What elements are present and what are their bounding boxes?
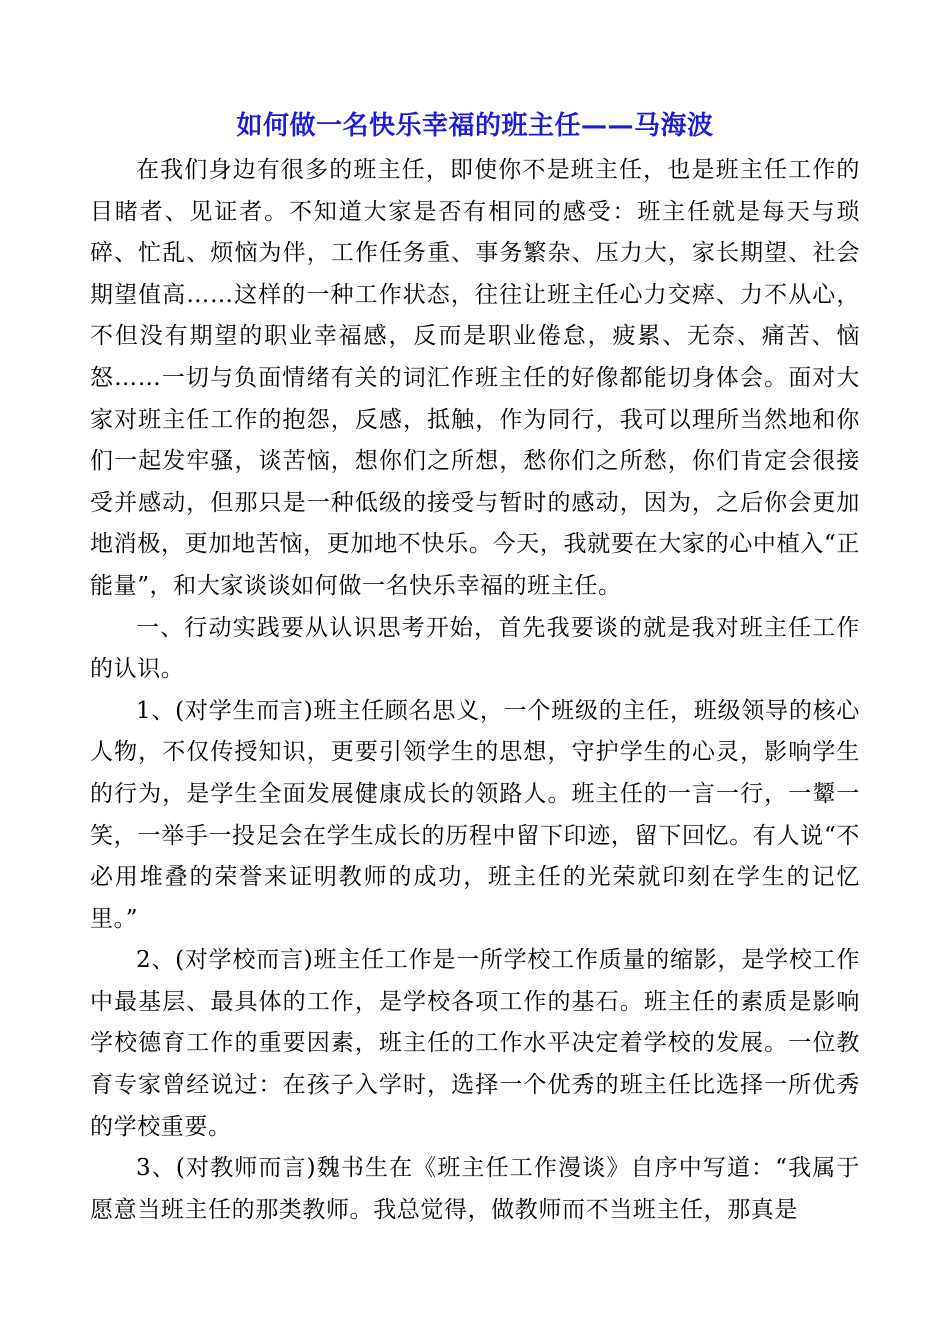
paragraph-for-teachers: 3、(对教师而言)魏书生在《班主任工作漫谈》自序中写道：“我属于愿意当班主任的那类教师。我总觉得，做教师而不当班主任，那真是 xyxy=(90,1155,860,1223)
paragraph-for-school: 2、(对学校而言)班主任工作是一所学校工作质量的缩影，是学校工作中最基层、最具体的工作，是学校各项工作的基石。班主任的素质是影响学校德育工作的重要因素，班主任的工作水平决定着学校的发展。一位教育专家曾经说过：在孩子入学时，选择一个优秀的班主任比选择一所优秀的学校重要。 xyxy=(90,947,860,1140)
paragraph-section-one: 一、行动实践要从认识思考开始，首先我要谈的就是我对班主任工作的认识。 xyxy=(90,614,860,683)
paragraph-intro: 在我们身边有很多的班主任，即使你不是班主任，也是班主任工作的目睹者、见证者。不知道大家是否有相同的感受：班主任就是每天与琐碎、忙乱、烦恼为伴，工作任务重、事务繁杂、压力大，家长期望、社会期望值高……这样的一种工作状态，往往让班主任心力交瘁、力不从心，不但没有期望的职业幸福感，反而是职业倦怠，疲累、无奈、痛苦、恼怒……一切与负面情绪有关的词汇作班主任的好像都能切身体会。面对大家对班主任工作的抱怨，反感，抵触，作为同行，我可以理所当然地和你们一起发牢骚，谈苦恼，想你们之所想，愁你们之所愁，你们肯定会很接受并感动，但那只是一种低级的接受与暂时的感动，因为，之后你会更加地消极，更加地苦恼，更加地不快乐。今天，我就要在大家的心中植入“正能量”，和大家谈谈如何做一名快乐幸福的班主任。 xyxy=(90,157,860,599)
document-title: 如何做一名快乐幸福的班主任——马海波 xyxy=(236,111,714,141)
paragraph-for-students: 1、(对学生而言)班主任顾名思义，一个班级的主任，班级领导的核心人物，不仅传授知识，更要引领学生的思想，守护学生的心灵，影响学生的行为，是学生全面发展健康成长的领路人。班主任的一言一行，一颦一笑，一举手一投足会在学生成长的历程中留下印迹，留下回忆。有人说“不必用堆叠的荣誉来证明教师的成功，班主任的光荣就印刻在学生的记忆里。” xyxy=(90,697,860,932)
document-page xyxy=(90,104,860,1231)
